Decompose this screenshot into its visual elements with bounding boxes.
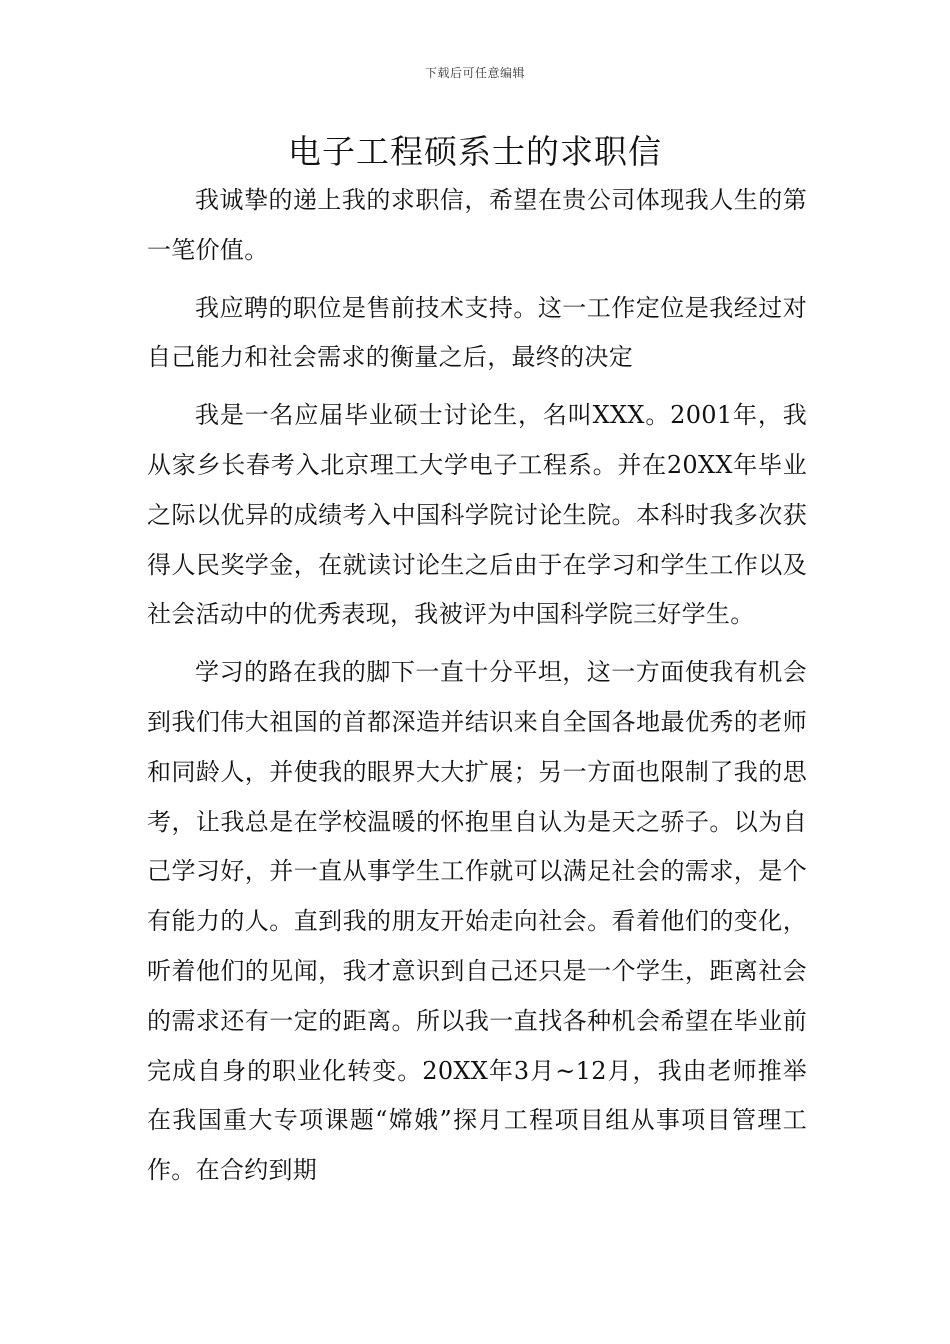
document-title: 电子工程硕系士的求职信 (288, 132, 662, 171)
paragraph-intro: 我诚挚的递上我的求职信，希望在贵公司体现我人生的第一笔价值。 (147, 186, 807, 264)
paragraph-position: 我应聘的职位是售前技术支持。这一工作定位是我经过对自己能力和社会需求的衡量之后，最终的决定 (147, 293, 807, 372)
paragraph-experience: 学习的路在我的脚下一直十分平坦，这一方面使我有机会到我们伟大祖国的首都深造并结识来自全国各地最优秀的老师和同龄人，并使我的眼界大大扩展；另一方面也限制了我的思考，让我总是在学校温暖的怀抱里自认为是天之骄子。以为自己学习好，并一直从事学生工作就可以满足社会的需求，是个有能力的人。直到我的朋友开始走向社会。看着他们的变化，听着他们的见闻，我才意识到自己还只是一个学生，距离社会的需求还有一定的距离。所以我一直找各种机会希望在毕业前完成自身的职业化转变。20XX年3月~12月，我由老师推举在我国重大专项课题“嫦娥”探月工程项目组从事项目管理工作。在合约到期 (147, 658, 807, 1185)
letter-body (147, 176, 807, 1196)
paragraph-background: 我是一名应届毕业硕士讨论生，名叫XXX。2001年，我从家乡长春考入北京理工大学电子工程系。并在20XX年毕业之际以优异的成绩考入中国科学院讨论生院。本科时我多次获得人民奖学金，在就读讨论生之后由于在学习和学生工作以及社会活动中的优秀表现，我被评为中国科学院三好学生。 (147, 401, 807, 629)
header-note: 下载后可任意编辑 (424, 66, 525, 80)
